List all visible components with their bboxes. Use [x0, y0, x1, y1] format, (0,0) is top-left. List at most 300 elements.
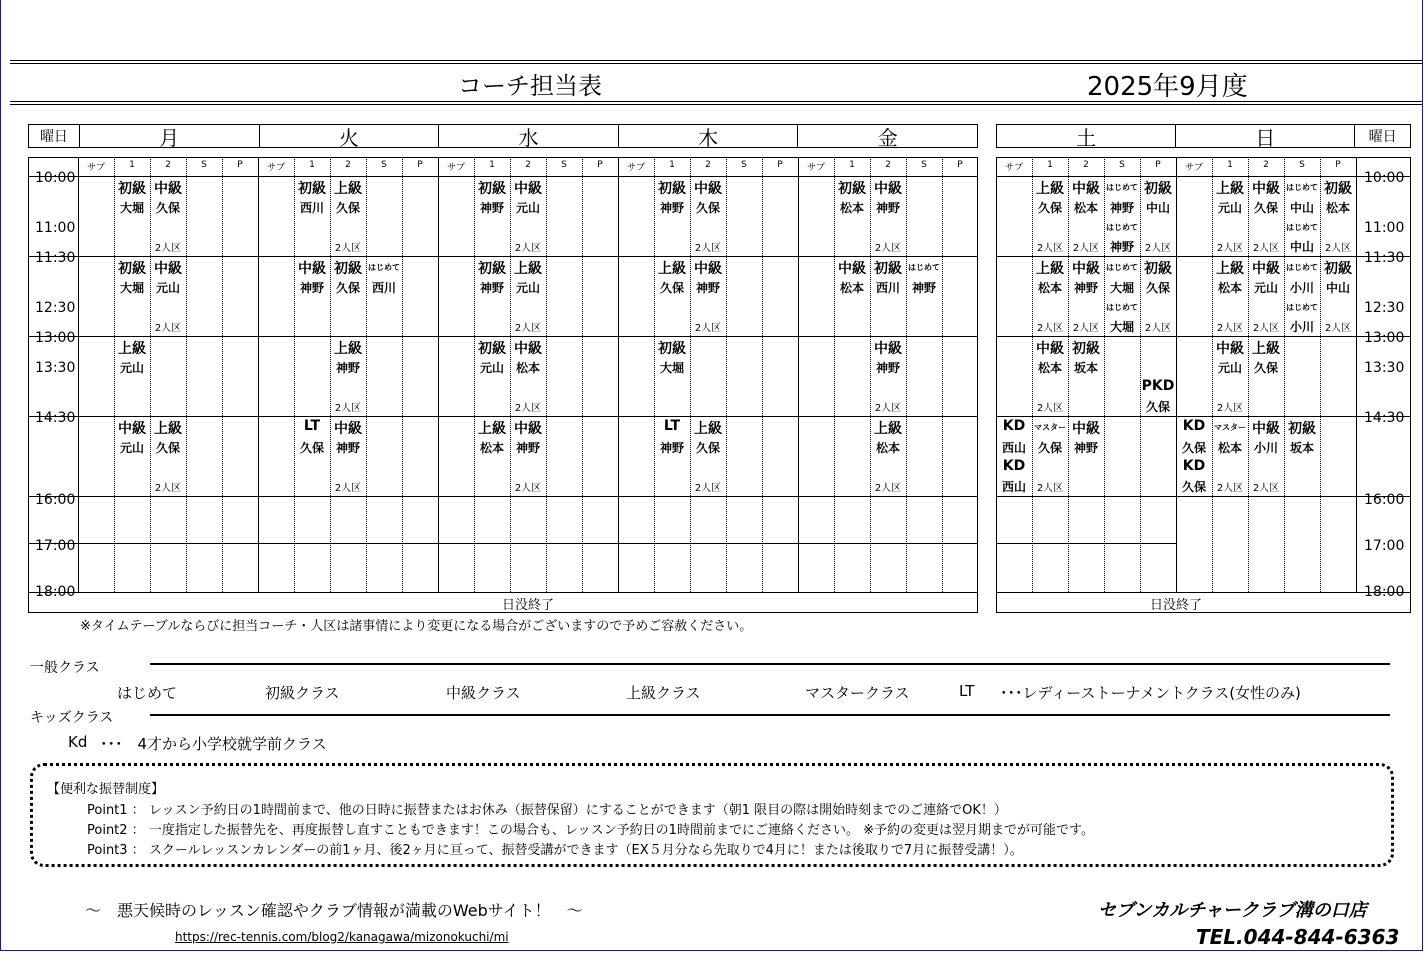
lesson-coach: 神野: [515, 441, 540, 455]
lesson-coach: 中山: [1289, 201, 1314, 215]
lesson-class: 初級: [1144, 261, 1172, 277]
lesson-coach: 西山: [1001, 441, 1026, 455]
sub-header: S: [1119, 160, 1125, 170]
lesson-two-person: 2人区: [1036, 403, 1064, 414]
sub-col-rule: [150, 157, 151, 592]
lesson-class-small: はじめて: [1286, 263, 1318, 272]
lesson-class: 中級: [514, 341, 542, 357]
sub-header: サブ: [266, 163, 285, 173]
lesson-class-small: マスター: [1214, 423, 1246, 432]
lesson-coach: 松本: [1217, 281, 1242, 295]
day-col-rule: [1176, 157, 1177, 592]
sub-col-rule: [726, 157, 727, 592]
sub-header: P: [597, 160, 603, 170]
lesson-class-pkd: PKD: [1141, 378, 1175, 394]
lesson-class: 中級: [1072, 261, 1100, 277]
sub-col-rule: [1140, 157, 1141, 592]
time-label-right: 17:00: [1364, 538, 1405, 554]
lesson-coach: 大堀: [1109, 281, 1134, 295]
lesson-coach: 元山: [515, 281, 540, 295]
sub-col-rule: [366, 157, 367, 592]
lesson-two-person: 2人区: [694, 243, 722, 254]
lesson-class: 上級: [118, 341, 146, 357]
lesson-coach: 久保: [155, 201, 180, 215]
row-rule-weekend: [996, 496, 1411, 497]
lesson-class: 中級: [154, 181, 182, 197]
row-rule-weekdays: [28, 496, 978, 497]
transfer-point2: Point2 ： 一度指定した振替先を、再度振替し直すこともできます！この場合も、レッスン予約日の1時間前までにご連絡ください。 ※予約の変更は翌月期までが可能です。: [87, 823, 1094, 838]
lesson-class: 中級: [838, 261, 866, 277]
lesson-coach-2: 中山: [1289, 240, 1314, 254]
lesson-coach: 久保: [659, 281, 684, 295]
lesson-two-person: 2人区: [514, 483, 542, 494]
sub-header: 2: [1263, 160, 1269, 170]
lesson-coach: 神野: [875, 361, 900, 375]
sub-header: P: [1335, 160, 1341, 170]
lesson-class: 上級: [334, 341, 362, 357]
lesson-coach: 久保: [1253, 201, 1278, 215]
time-label: 16:00: [35, 492, 76, 508]
lesson-coach: 松本: [1073, 201, 1098, 215]
lesson-coach: 西川: [875, 281, 900, 295]
sub-header-rule-weekdays: [28, 176, 978, 177]
sub-col-rule: [582, 157, 583, 592]
lesson-two-person: 2人区: [514, 323, 542, 334]
lesson-class: 中級: [118, 421, 146, 437]
time-label-right: 12:30: [1364, 300, 1405, 316]
time-label-right: 16:00: [1364, 492, 1405, 508]
lesson-coach: 坂本: [1289, 441, 1314, 455]
transfer-point1: Point1 ： レッスン予約日の1時間前まで、他の日時に振替またはお休み（振替保留）にすることができます（朝1 限目の際は開始時刻までのご連絡でOK！）: [87, 803, 1007, 818]
lesson-coach: 元山: [1217, 201, 1242, 215]
lesson-two-person: 2人区: [334, 403, 362, 414]
sub-header: P: [777, 160, 783, 170]
sub-col-rule: [942, 157, 943, 592]
lesson-two-person: 2人区: [1036, 243, 1064, 254]
schedule-note: ※タイムテーブルならびに担当コーチ・人区は諸事情により変更になる場合がございますので予めご容赦ください。: [80, 619, 753, 634]
lesson-class-2: KD: [1182, 458, 1206, 474]
legend-kd-code: Kd: [68, 733, 88, 751]
lesson-two-person: 2人区: [1216, 403, 1244, 414]
lesson-class: 上級: [1036, 181, 1064, 197]
legend-kd-desc: ･･･ 4才から小学校就学前クラス: [100, 735, 327, 753]
sub-col-rule: [906, 157, 907, 592]
time-label-right: 14:30: [1364, 410, 1405, 426]
lesson-class: 上級: [658, 261, 686, 277]
lesson-class: 初級: [658, 181, 686, 197]
lesson-class: 中級: [874, 341, 902, 357]
lesson-class: 上級: [334, 181, 362, 197]
time-label: 18:00: [35, 584, 76, 600]
lesson-class-small-2: はじめて: [1286, 223, 1318, 232]
lesson-class: 上級: [1036, 261, 1064, 277]
end-rule-weekend: [996, 592, 1411, 593]
day-mon: 月: [80, 125, 260, 147]
row-rule-weekdays: [28, 256, 978, 257]
time-label: 11:30: [35, 250, 76, 266]
end-rule-weekdays: [28, 592, 978, 593]
lesson-class-small-2: はじめて: [1106, 223, 1138, 232]
legend-hajimete: はじめて: [117, 684, 178, 702]
lesson-two-person: 2人区: [1072, 323, 1100, 334]
lesson-class: 中級: [1072, 421, 1100, 437]
lesson-class: 初級: [334, 261, 362, 277]
lesson-two-person: 2人区: [694, 323, 722, 334]
lesson-coach: 神野: [1109, 201, 1134, 215]
lesson-class-small: マスター: [1034, 423, 1066, 432]
time-label: 17:00: [35, 538, 76, 554]
lesson-coach: 中山: [1325, 281, 1350, 295]
header-rule-top2: [10, 63, 1422, 64]
lesson-class-small: はじめて: [1106, 183, 1138, 192]
lesson-two-person: 2人区: [334, 243, 362, 254]
lesson-class-small-2: はじめて: [1286, 303, 1318, 312]
lesson-coach: 久保: [1181, 441, 1206, 455]
lesson-class: 中級: [514, 181, 542, 197]
lesson-coach: 神野: [1073, 441, 1098, 455]
lesson-two-person: 2人区: [1252, 483, 1280, 494]
lesson-class: 中級: [1252, 421, 1280, 437]
lesson-two-person: 2人区: [874, 403, 902, 414]
lesson-coach: 松本: [839, 201, 864, 215]
lesson-class: 中級: [298, 261, 326, 277]
general-class-rule: [150, 663, 1390, 665]
lesson-coach: 神野: [479, 281, 504, 295]
lesson-coach: 松本: [1037, 281, 1062, 295]
day-tue: 火: [260, 125, 440, 147]
lesson-coach: 大堀: [119, 281, 144, 295]
lesson-coach: 久保: [695, 441, 720, 455]
lesson-coach-2: 小川: [1289, 320, 1314, 334]
lesson-class: 上級: [478, 421, 506, 437]
lesson-coach: 神野: [659, 201, 684, 215]
lesson-two-person: 2人区: [514, 403, 542, 414]
lesson-two-person: 2人区: [514, 243, 542, 254]
page-month: 2025年9月度: [1087, 72, 1248, 102]
lesson-coach-2: 神野: [1109, 240, 1134, 254]
lesson-class: 上級: [1216, 181, 1244, 197]
lesson-coach: 元山: [479, 361, 504, 375]
lesson-coach: 元山: [515, 201, 540, 215]
lesson-class: 初級: [1324, 181, 1352, 197]
legend-lt-code: LT: [959, 682, 975, 700]
lesson-two-person: 2人区: [1036, 323, 1064, 334]
kids-class-label: キッズクラス: [30, 710, 114, 726]
sub-col-rule: [222, 157, 223, 592]
sub-header: サブ: [446, 163, 465, 173]
lesson-class: 初級: [1324, 261, 1352, 277]
day-col-rule: [258, 157, 259, 592]
lesson-class-small: はじめて: [1106, 263, 1138, 272]
day-sat: 土: [997, 125, 1176, 147]
lesson-coach: 元山: [119, 441, 144, 455]
lesson-class: KD: [1182, 418, 1206, 434]
lesson-coach: 久保: [1253, 361, 1278, 375]
lesson-coach: 元山: [119, 361, 144, 375]
lesson-coach: 松本: [839, 281, 864, 295]
day-col-rule: [798, 157, 799, 592]
day-wed: 水: [439, 125, 619, 147]
sub-header: 2: [885, 160, 891, 170]
lesson-two-person: 2人区: [1072, 243, 1100, 254]
general-class-label: 一般クラス: [30, 660, 100, 676]
lesson-two-person: 2人区: [1324, 243, 1352, 254]
lesson-class: 中級: [334, 421, 362, 437]
row-rule-weekend: [996, 416, 1411, 417]
sub-header: P: [237, 160, 243, 170]
sub-header: S: [201, 160, 207, 170]
lesson-two-person: 2人区: [1216, 323, 1244, 334]
time-label: 13:30: [35, 360, 76, 376]
lesson-coach: 坂本: [1073, 361, 1098, 375]
lesson-two-person: 2人区: [154, 243, 182, 254]
sub-header: 2: [345, 160, 351, 170]
page-title: コーチ担当表: [458, 72, 602, 100]
header-rule-bottom2: [10, 104, 1422, 105]
sub-header: 1: [1047, 160, 1053, 170]
lesson-two-person: 2人区: [1216, 483, 1244, 494]
day-col-rule: [438, 157, 439, 592]
sub-header: サブ: [1004, 163, 1023, 173]
lesson-class: 上級: [694, 421, 722, 437]
lesson-class: 中級: [1252, 181, 1280, 197]
weekday-label: 曜日: [29, 125, 80, 147]
sub-header: 1: [489, 160, 495, 170]
time-col-rule-right: [1356, 157, 1357, 592]
lesson-coach: 久保: [335, 201, 360, 215]
time-label-right: 13:30: [1364, 360, 1405, 376]
sub-header: サブ: [806, 163, 825, 173]
time-label-right: 13:00: [1364, 330, 1405, 346]
sub-header: 2: [705, 160, 711, 170]
lesson-class-small: はじめて: [368, 263, 400, 272]
row-rule-weekend: [996, 336, 1411, 337]
sub-col-rule: [402, 157, 403, 592]
lesson-two-person: 2人区: [1144, 323, 1172, 334]
sub-col-rule: [762, 157, 763, 592]
lesson-two-person: 2人区: [874, 483, 902, 494]
lesson-two-person: 2人区: [1036, 483, 1064, 494]
lesson-coach: 神野: [1073, 281, 1098, 295]
lesson-class: 初級: [658, 341, 686, 357]
lesson-coach: 久保: [1145, 281, 1170, 295]
lesson-coach: 大堀: [659, 361, 684, 375]
day-sun: 日: [1176, 125, 1355, 147]
schedule-grid-weekend: [996, 157, 1411, 613]
sub-header: 1: [129, 160, 135, 170]
sub-header: 2: [165, 160, 171, 170]
lesson-coach: 久保: [1037, 201, 1062, 215]
time-label: 12:30: [35, 300, 76, 316]
sub-header-rule-weekend: [996, 176, 1411, 177]
header-rule-top: [10, 60, 1422, 61]
lesson-class: 中級: [694, 181, 722, 197]
sub-header: サブ: [86, 163, 105, 173]
lesson-class: 初級: [478, 261, 506, 277]
lesson-coach: 松本: [515, 361, 540, 375]
transfer-point3: Point3 ： スクールレッスンカレンダーの前1ヶ月、後2ヶ月に亘って、振替受講ができます（EX５月分なら先取りで4月に！または後取りで7月に振替受講！）。: [87, 843, 1023, 858]
weekday-header-weekend: [996, 124, 1411, 148]
lesson-two-person: 2人区: [334, 483, 362, 494]
legend-intermediate: 中級クラス: [446, 684, 521, 702]
lesson-two-person: 2人区: [1324, 323, 1352, 334]
lesson-class: 初級: [118, 181, 146, 197]
lesson-coach: 久保: [695, 201, 720, 215]
lesson-class: 中級: [874, 181, 902, 197]
lesson-class: 中級: [694, 261, 722, 277]
lesson-coach: 西川: [299, 201, 324, 215]
sub-header: 1: [1227, 160, 1233, 170]
lesson-two-person: 2人区: [1252, 323, 1280, 334]
lesson-coach: 元山: [155, 281, 180, 295]
time-label-right: 18:00: [1364, 584, 1405, 600]
time-label: 11:00: [35, 220, 76, 236]
lesson-coach: 元山: [1253, 281, 1278, 295]
lesson-coach: 中山: [1145, 201, 1170, 215]
legend-beginner: 初級クラス: [265, 684, 340, 702]
lesson-coach: 久保: [155, 441, 180, 455]
sub-header: S: [921, 160, 927, 170]
lesson-coach: 松本: [1325, 201, 1350, 215]
lesson-coach: 神野: [335, 441, 360, 455]
sub-header: 1: [849, 160, 855, 170]
lesson-class: LT: [663, 418, 681, 434]
row-rule-weekdays: [28, 416, 978, 417]
lesson-coach: 松本: [1037, 361, 1062, 375]
sub-header: S: [741, 160, 747, 170]
sub-header: 2: [1083, 160, 1089, 170]
lesson-two-person: 2人区: [1144, 243, 1172, 254]
club-phone: TEL.044-844-6363: [1196, 925, 1400, 949]
sub-header: 2: [525, 160, 531, 170]
lesson-coach: 神野: [911, 281, 936, 295]
lesson-coach-2: 久保: [1145, 400, 1170, 414]
lesson-coach-2: 大堀: [1109, 320, 1134, 334]
lesson-class-small: はじめて: [1286, 183, 1318, 192]
lesson-coach: 神野: [335, 361, 360, 375]
lesson-coach: 久保: [1037, 441, 1062, 455]
sub-header: S: [381, 160, 387, 170]
transfer-system-box: [30, 763, 1394, 867]
sunset-end-weekend: 日没終了: [1149, 598, 1202, 613]
lesson-two-person: 2人区: [1216, 243, 1244, 254]
lesson-class: KD: [1002, 418, 1026, 434]
sunset-end-weekdays: 日没終了: [501, 598, 554, 613]
sub-col-rule: [834, 157, 835, 592]
lesson-class: 中級: [1252, 261, 1280, 277]
sub-header: 1: [669, 160, 675, 170]
sub-header: 1: [309, 160, 315, 170]
lesson-coach: 松本: [875, 441, 900, 455]
sub-header: サブ: [626, 163, 645, 173]
day-col-rule: [618, 157, 619, 592]
lesson-class: 初級: [478, 341, 506, 357]
row-rule-sat: [996, 543, 1176, 544]
lesson-class: 初級: [874, 261, 902, 277]
legend-advanced: 上級クラス: [626, 684, 701, 702]
lesson-class: LT: [303, 418, 321, 434]
sub-col-rule: [186, 157, 187, 592]
time-label: 14:30: [35, 410, 76, 426]
lesson-coach: 神野: [659, 441, 684, 455]
lesson-class: 初級: [1144, 181, 1172, 197]
lesson-class: 初級: [1288, 421, 1316, 437]
website-promo: ～ 悪天候時のレッスン確認やクラブ情報が満載のWebサイト！ ～: [85, 901, 583, 920]
sub-header: P: [417, 160, 423, 170]
lesson-coach: 久保: [335, 281, 360, 295]
lesson-coach: 神野: [479, 201, 504, 215]
time-label: 10:00: [35, 170, 76, 186]
weekday-header-weekdays: [28, 124, 978, 148]
lesson-class: 初級: [298, 181, 326, 197]
time-label-right: 11:30: [1364, 250, 1405, 266]
lesson-class: 初級: [1072, 341, 1100, 357]
sub-header: P: [957, 160, 963, 170]
time-label-right: 11:00: [1364, 220, 1405, 236]
lesson-coach: 神野: [695, 281, 720, 295]
lesson-two-person: 2人区: [1252, 243, 1280, 254]
website-link[interactable]: https://rec-tennis.com/blog2/kanagawa/mizonokuchi/mi: [175, 930, 509, 944]
lesson-class: 中級: [1072, 181, 1100, 197]
lesson-coach: 松本: [1217, 441, 1242, 455]
weekday-label-right: 曜日: [1368, 129, 1397, 145]
lesson-class: 中級: [1036, 341, 1064, 357]
lesson-class-small-2: はじめて: [1106, 303, 1138, 312]
lesson-class-small: はじめて: [908, 263, 940, 272]
transfer-title: 【便利な振替制度】: [47, 782, 165, 797]
day-thu: 木: [619, 125, 799, 147]
lesson-coach: 小川: [1253, 441, 1278, 455]
lesson-class-2: KD: [1002, 458, 1026, 474]
sub-col-rule: [1320, 157, 1321, 592]
lesson-coach: 神野: [299, 281, 324, 295]
header-rule-bottom: [10, 101, 1422, 102]
lesson-class: 初級: [838, 181, 866, 197]
lesson-class: 中級: [154, 261, 182, 277]
lesson-two-person: 2人区: [874, 243, 902, 254]
sub-header: S: [561, 160, 567, 170]
legend-lt-desc: ･･･レディーストーナメントクラス(女性のみ): [1000, 684, 1301, 702]
lesson-class: 上級: [154, 421, 182, 437]
lesson-two-person: 2人区: [154, 483, 182, 494]
sub-header: S: [1299, 160, 1305, 170]
lesson-two-person: 2人区: [694, 483, 722, 494]
time-col-rule: [78, 157, 79, 592]
sub-col-rule: [690, 157, 691, 592]
row-rule-weekdays: [28, 336, 978, 337]
lesson-coach: 小川: [1289, 281, 1314, 295]
sub-col-rule: [546, 157, 547, 592]
lesson-coach: 久保: [299, 441, 324, 455]
lesson-coach: 松本: [479, 441, 504, 455]
lesson-class: 上級: [514, 261, 542, 277]
lesson-coach: 大堀: [119, 201, 144, 215]
lesson-coach: 西川: [371, 281, 396, 295]
lesson-class: 中級: [514, 421, 542, 437]
lesson-class: 初級: [118, 261, 146, 277]
day-col-rule: [996, 157, 997, 592]
schedule-grid-weekdays: [28, 157, 978, 613]
time-label-right: 10:00: [1364, 170, 1405, 186]
sub-header: サブ: [1184, 163, 1203, 173]
lesson-two-person: 2人区: [154, 323, 182, 334]
sub-header: P: [1155, 160, 1161, 170]
time-label: 13:00: [35, 330, 76, 346]
lesson-coach-2: 西山: [1001, 480, 1026, 494]
club-name: セブンカルチャークラブ溝の口店: [1098, 900, 1367, 921]
lesson-class: 中級: [1216, 341, 1244, 357]
day-fri: 金: [877, 125, 898, 150]
